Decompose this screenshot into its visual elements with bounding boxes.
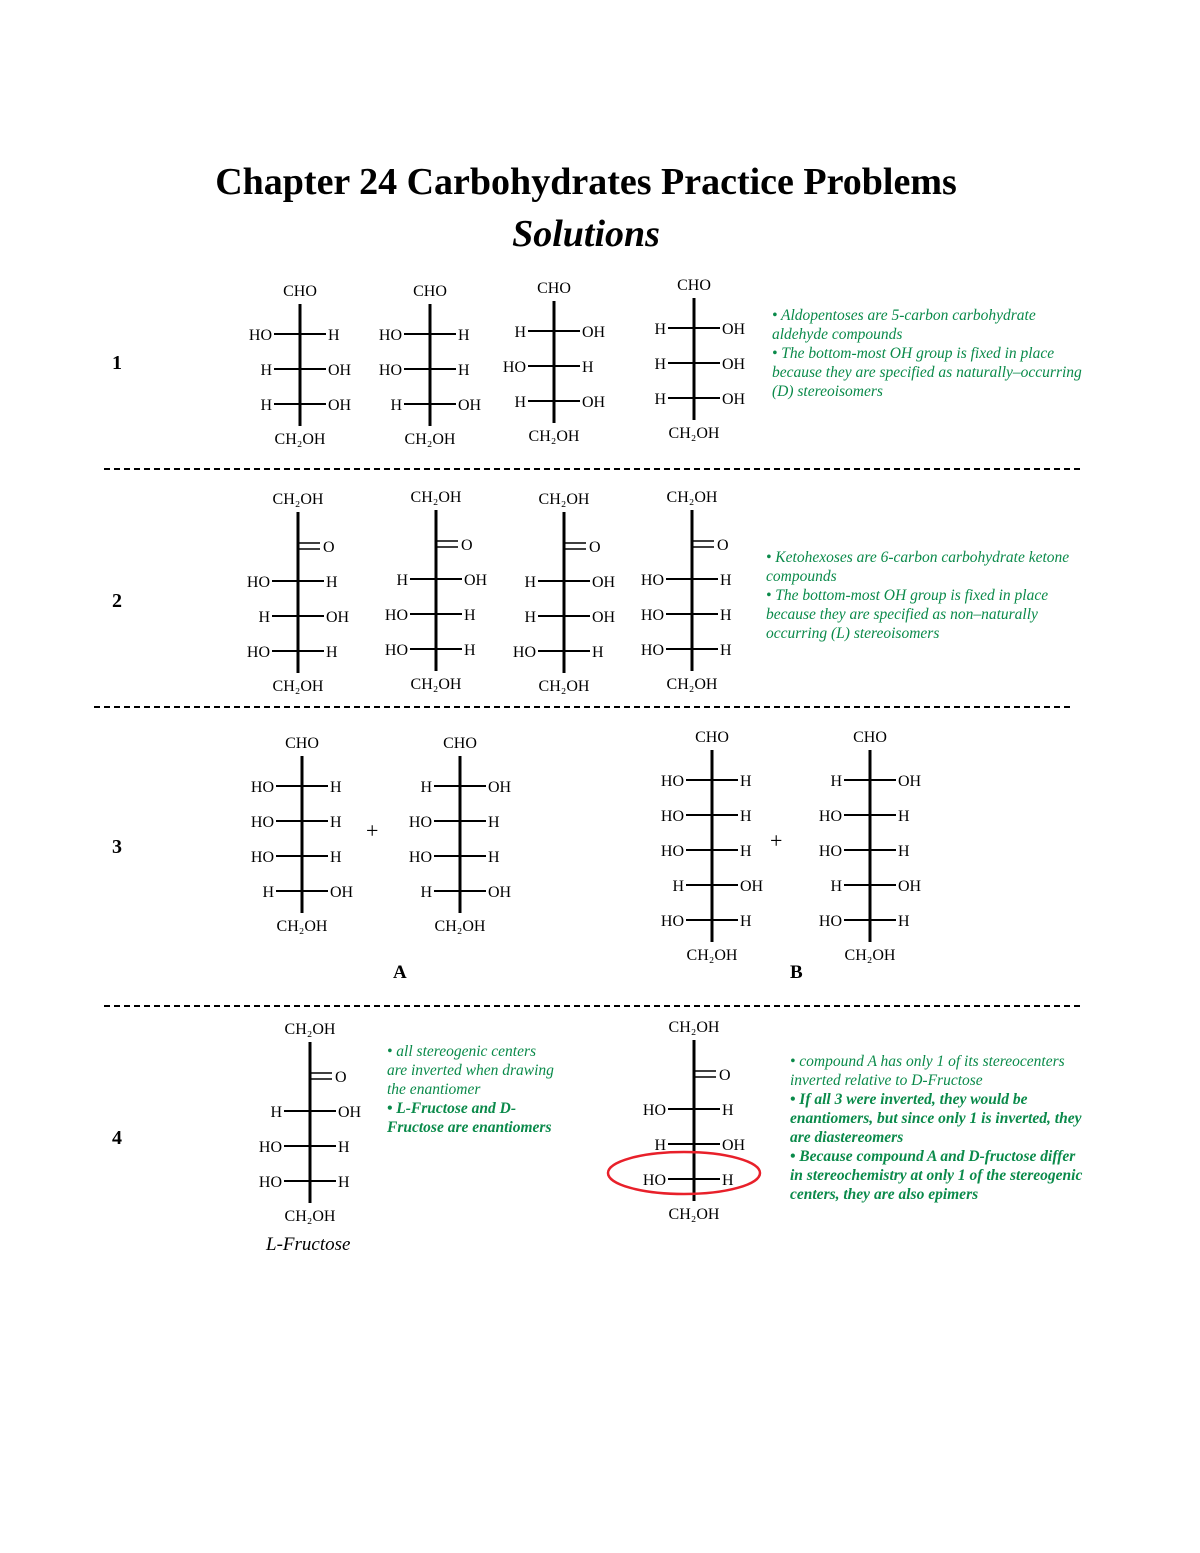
highlight-ellipse <box>608 1152 760 1194</box>
left-substituent: HO <box>660 843 684 860</box>
left-substituent: H <box>672 878 684 895</box>
bottom-group-label: CH₂OH <box>668 1206 720 1223</box>
right-substituent: H <box>722 1172 734 1189</box>
left-substituent: H <box>830 878 842 895</box>
right-substituent: H <box>458 362 470 379</box>
problem-number-1: 1 <box>112 352 122 374</box>
left-substituent: HO <box>660 808 684 825</box>
left-substituent: H <box>830 773 842 790</box>
top-group-label: CHO <box>413 283 447 300</box>
top-group-label: CH₂OH <box>272 491 324 508</box>
right-substituent: H <box>720 642 732 659</box>
right-substituent: OH <box>582 324 606 341</box>
plus-sign: + <box>366 818 379 843</box>
right-substituent: OH <box>464 572 488 589</box>
fischer-projection <box>240 1018 380 1228</box>
top-group-label: CH₂OH <box>666 489 718 506</box>
right-substituent: H <box>326 574 338 591</box>
left-substituent: HO <box>408 849 432 866</box>
note-line: • all stereogenic centers are inverted when drawing the enantiomer <box>387 1043 554 1098</box>
problem-number-3: 3 <box>112 836 122 858</box>
note-line: • The bottom-most OH group is fixed in place because they are specified as non–naturally occurring (L) stereoisomers <box>766 587 1049 642</box>
left-substituent: HO <box>250 849 274 866</box>
carbonyl-oxygen: O <box>461 537 473 554</box>
top-group-label: CHO <box>537 280 571 297</box>
left-substituent: HO <box>258 1174 282 1191</box>
left-substituent: H <box>654 321 666 338</box>
right-substituent: H <box>464 642 476 659</box>
fischer-projection <box>228 488 368 698</box>
right-substituent: OH <box>740 878 764 895</box>
left-substituent: HO <box>246 574 270 591</box>
right-substituent: H <box>338 1174 350 1191</box>
right-substituent: H <box>740 808 752 825</box>
fischer-projection <box>642 726 782 966</box>
left-substituent: HO <box>502 359 526 376</box>
top-group-label: CHO <box>283 283 317 300</box>
left-substituent: HO <box>246 644 270 661</box>
problem-number-4: 4 <box>112 1127 122 1149</box>
left-substituent: H <box>258 609 270 626</box>
right-substituent: H <box>326 644 338 661</box>
left-substituent: HO <box>248 327 272 344</box>
problem-2-notes <box>766 548 1096 643</box>
right-substituent: OH <box>458 397 482 414</box>
right-substituent: H <box>898 808 910 825</box>
left-substituent: H <box>270 1104 282 1121</box>
left-substituent: H <box>260 362 272 379</box>
right-substituent: H <box>740 843 752 860</box>
bottom-group-label: CH₂OH <box>274 431 326 448</box>
note-line: • L-Fructose and D-Fructose are enantiomers <box>387 1100 552 1136</box>
left-substituent: HO <box>384 607 408 624</box>
note-line: • Because compound A and D-fructose differ in stereochemistry at only 1 of the stereogenic centers, they are also epimers <box>790 1148 1083 1203</box>
left-substituent: H <box>390 397 402 414</box>
right-substituent: H <box>582 359 594 376</box>
right-substituent: OH <box>898 773 922 790</box>
left-substituent: HO <box>818 913 842 930</box>
note-line: • compound A has only 1 of its stereocenters inverted relative to D-Fructose <box>790 1053 1065 1089</box>
top-group-label: CH₂OH <box>284 1021 336 1038</box>
left-substituent: HO <box>642 1102 666 1119</box>
left-substituent: HO <box>258 1139 282 1156</box>
structure-label-a: A <box>393 962 407 983</box>
right-substituent: OH <box>582 394 606 411</box>
carbonyl-oxygen: O <box>717 537 729 554</box>
carbonyl-oxygen: O <box>589 539 601 556</box>
right-substituent: OH <box>330 884 354 901</box>
fischer-projection <box>624 274 764 454</box>
fischer-projection <box>230 280 370 460</box>
left-substituent: HO <box>660 773 684 790</box>
left-substituent: H <box>396 572 408 589</box>
left-substituent: H <box>514 324 526 341</box>
right-substituent: H <box>330 849 342 866</box>
problem-4-left-notes <box>387 1042 557 1137</box>
left-substituent: HO <box>818 843 842 860</box>
left-substituent: H <box>260 397 272 414</box>
highlight-circle <box>604 1150 764 1200</box>
bottom-group-label: CH₂OH <box>276 918 328 935</box>
right-substituent: H <box>338 1139 350 1156</box>
left-substituent: H <box>524 574 536 591</box>
section-divider <box>104 1005 1080 1007</box>
top-group-label: CHO <box>677 277 711 294</box>
top-group-label: CHO <box>853 729 887 746</box>
left-substituent: HO <box>378 362 402 379</box>
left-substituent: HO <box>642 1172 666 1189</box>
section-divider <box>104 468 1080 470</box>
left-substituent: H <box>654 1137 666 1154</box>
bottom-group-label: CH₂OH <box>686 947 738 964</box>
section-divider <box>94 706 1070 708</box>
right-substituent: H <box>720 572 732 589</box>
right-substituent: OH <box>722 356 746 373</box>
fischer-projection <box>360 280 500 460</box>
right-substituent: OH <box>488 779 512 796</box>
right-substituent: OH <box>722 1137 746 1154</box>
right-substituent: H <box>464 607 476 624</box>
left-substituent: H <box>262 884 274 901</box>
plus-sign: + <box>770 828 783 853</box>
right-substituent: H <box>898 843 910 860</box>
right-substituent: H <box>488 814 500 831</box>
page-title: Chapter 24 Carbohydrates Practice Problems <box>215 161 957 203</box>
left-substituent: HO <box>640 642 664 659</box>
left-substituent: HO <box>250 779 274 796</box>
note-line: • If all 3 were inverted, they would be enantiomers, but since only 1 is inverted, they are diastereomers <box>790 1091 1082 1146</box>
right-substituent: H <box>722 1102 734 1119</box>
left-substituent: H <box>514 394 526 411</box>
structure-label-b: B <box>790 962 803 983</box>
problem-1-notes <box>772 306 1092 401</box>
fischer-projection <box>622 486 762 696</box>
carbonyl-oxygen: O <box>719 1067 731 1084</box>
l-fructose-caption: L-Fructose <box>266 1234 351 1255</box>
top-group-label: CHO <box>285 735 319 752</box>
fischer-projection <box>366 486 506 696</box>
right-substituent: OH <box>338 1104 362 1121</box>
right-substituent: OH <box>328 397 352 414</box>
top-group-label: CHO <box>695 729 729 746</box>
left-substituent: HO <box>378 327 402 344</box>
right-substituent: OH <box>592 574 616 591</box>
page-subtitle: Solutions <box>512 213 660 255</box>
right-substituent: H <box>328 327 340 344</box>
left-substituent: HO <box>640 607 664 624</box>
bottom-group-label: CH₂OH <box>538 678 590 695</box>
bottom-group-label: CH₂OH <box>666 676 718 693</box>
bottom-group-label: CH₂OH <box>434 918 486 935</box>
note-line: • Aldopentoses are 5-carbon carbohydrate aldehyde compounds <box>772 307 1036 343</box>
left-substituent: HO <box>818 808 842 825</box>
right-substituent: OH <box>488 884 512 901</box>
right-substituent: OH <box>592 609 616 626</box>
right-substituent: H <box>330 814 342 831</box>
left-substituent: HO <box>384 642 408 659</box>
fischer-projection <box>494 488 634 698</box>
carbonyl-oxygen: O <box>335 1069 347 1086</box>
bottom-group-label: CH₂OH <box>284 1208 336 1225</box>
left-substituent: HO <box>512 644 536 661</box>
right-substituent: H <box>720 607 732 624</box>
left-substituent: H <box>420 884 432 901</box>
left-substituent: HO <box>250 814 274 831</box>
left-substituent: H <box>654 391 666 408</box>
right-substituent: H <box>592 644 604 661</box>
left-substituent: HO <box>660 913 684 930</box>
right-substituent: H <box>488 849 500 866</box>
left-substituent: H <box>654 356 666 373</box>
left-substituent: HO <box>408 814 432 831</box>
right-substituent: H <box>740 913 752 930</box>
note-line: • Ketohexoses are 6-carbon carbohydrate ketone compounds <box>766 549 1070 585</box>
top-group-label: CH₂OH <box>538 491 590 508</box>
top-group-label: CHO <box>443 735 477 752</box>
right-substituent: OH <box>326 609 350 626</box>
problem-4-right-notes <box>790 1052 1090 1204</box>
left-substituent: H <box>524 609 536 626</box>
right-substituent: OH <box>328 362 352 379</box>
fischer-projection <box>800 726 940 966</box>
bottom-group-label: CH₂OH <box>668 425 720 442</box>
top-group-label: CH₂OH <box>668 1019 720 1036</box>
right-substituent: OH <box>898 878 922 895</box>
right-substituent: OH <box>722 321 746 338</box>
problem-number-2: 2 <box>112 590 122 612</box>
left-substituent: HO <box>640 572 664 589</box>
fischer-projection <box>484 277 624 457</box>
right-substituent: OH <box>722 391 746 408</box>
bottom-group-label: CH₂OH <box>404 431 456 448</box>
bottom-group-label: CH₂OH <box>410 676 462 693</box>
left-substituent: H <box>420 779 432 796</box>
top-group-label: CH₂OH <box>410 489 462 506</box>
bottom-group-label: CH₂OH <box>844 947 896 964</box>
carbonyl-oxygen: O <box>323 539 335 556</box>
fischer-projection <box>232 732 372 952</box>
right-substituent: H <box>898 913 910 930</box>
right-substituent: H <box>330 779 342 796</box>
right-substituent: H <box>740 773 752 790</box>
fischer-projection <box>390 732 530 952</box>
note-line: • The bottom-most OH group is fixed in place because they are specified as naturally–occurring (D) stereoisomers <box>772 345 1082 400</box>
bottom-group-label: CH₂OH <box>272 678 324 695</box>
bottom-group-label: CH₂OH <box>528 428 580 445</box>
right-substituent: H <box>458 327 470 344</box>
